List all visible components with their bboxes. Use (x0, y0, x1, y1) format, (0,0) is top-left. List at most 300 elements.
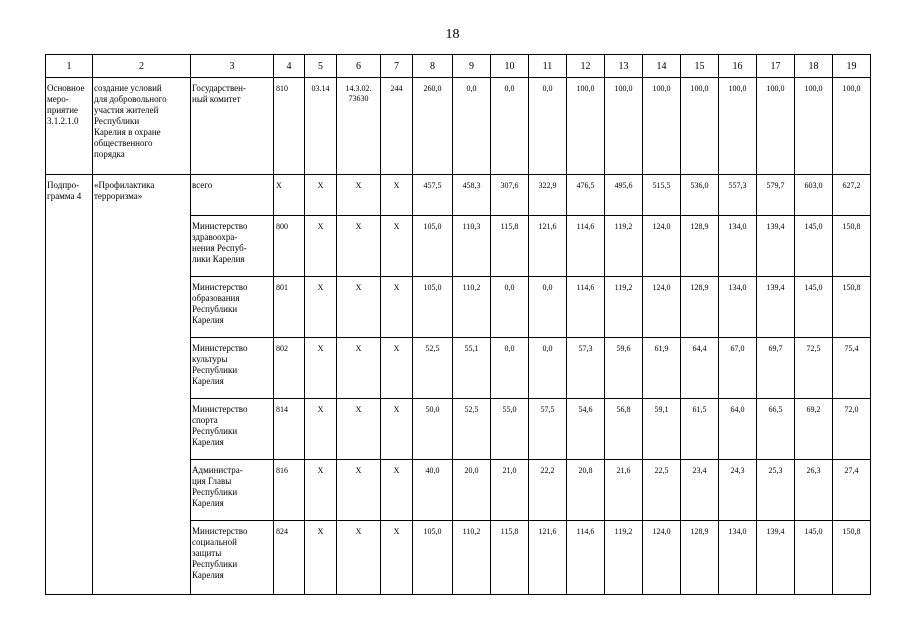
value-cell-text: 134,0 (728, 222, 747, 231)
executor-cell (191, 521, 274, 595)
code-cell (274, 338, 305, 399)
code-cell (274, 277, 305, 338)
value-cell-text: 69,2 (806, 405, 821, 414)
value-cell (529, 175, 567, 216)
value-cell (453, 399, 491, 460)
value-cell (795, 338, 833, 399)
value-cell (757, 175, 795, 216)
value-cell (605, 521, 643, 595)
section-cell-text: Х (317, 405, 324, 414)
section-cell (305, 399, 337, 460)
value-cell (681, 399, 719, 460)
value-cell-text: 56,8 (616, 405, 631, 414)
value-cell-text: 105,0 (423, 222, 442, 231)
code-cell-text: 824 (276, 527, 288, 536)
value-cell-text: 40,0 (425, 466, 440, 475)
value-cell (567, 277, 605, 338)
value-cell-text: 110,2 (462, 527, 481, 536)
expense-type-cell (381, 338, 413, 399)
section-cell (305, 338, 337, 399)
value-cell-text: 26,3 (806, 466, 821, 475)
code-cell-text: 810 (276, 84, 288, 93)
value-cell (681, 78, 719, 175)
value-cell (567, 78, 605, 175)
executor-cell (191, 175, 274, 216)
value-cell (757, 277, 795, 338)
value-cell-text: 114,6 (576, 222, 595, 231)
expense-type-cell-text: Х (393, 405, 400, 414)
value-cell-text: 307,6 (500, 181, 519, 190)
value-cell (413, 338, 453, 399)
target-article-cell (337, 460, 381, 521)
executor-cell-text: Министерство образования Республики Карелия (192, 282, 248, 325)
value-cell (719, 399, 757, 460)
value-cell-text: 64,4 (692, 344, 707, 353)
value-cell-text: 0,0 (542, 84, 553, 93)
value-cell (719, 175, 757, 216)
value-cell-text: 119,2 (614, 283, 633, 292)
value-cell-text: 66,5 (768, 405, 783, 414)
value-cell (605, 78, 643, 175)
value-cell (833, 521, 871, 595)
value-cell-text: 145,0 (804, 283, 823, 292)
value-cell (491, 277, 529, 338)
value-cell-text: 55,1 (464, 344, 479, 353)
section-cell (305, 277, 337, 338)
target-article-cell (337, 338, 381, 399)
value-cell-text: 115,8 (500, 527, 519, 536)
value-cell (605, 175, 643, 216)
value-cell (567, 338, 605, 399)
header-cell: 2 (93, 55, 191, 78)
section-cell-text: Х (317, 344, 324, 353)
value-cell-text: 100,0 (614, 84, 633, 93)
value-cell-text: 145,0 (804, 222, 823, 231)
table-row (46, 175, 871, 216)
value-cell-text: 121,6 (538, 527, 557, 536)
target-article-cell-text: Х (355, 222, 362, 231)
page-number: 18 (445, 27, 460, 42)
value-cell (681, 521, 719, 595)
value-cell (605, 277, 643, 338)
value-cell (567, 460, 605, 521)
section-cell-text: 03.14 (311, 84, 330, 93)
section-cell (305, 216, 337, 277)
target-article-cell (337, 277, 381, 338)
value-cell (567, 399, 605, 460)
value-cell-text: 75,4 (844, 344, 859, 353)
value-cell (453, 277, 491, 338)
value-cell (795, 460, 833, 521)
value-cell-text: 61,9 (654, 344, 669, 353)
value-cell (643, 175, 681, 216)
value-cell-text: 114,6 (576, 527, 595, 536)
value-cell (605, 399, 643, 460)
value-cell-text: 0,0 (466, 84, 477, 93)
value-cell (413, 216, 453, 277)
header-cell: 7 (381, 55, 413, 78)
value-cell-text: 54,6 (578, 405, 593, 414)
value-cell (757, 521, 795, 595)
value-cell (453, 216, 491, 277)
header-cell: 8 (413, 55, 453, 78)
code-cell (274, 78, 305, 175)
value-cell (413, 78, 453, 175)
value-cell (719, 216, 757, 277)
value-cell (833, 175, 871, 216)
header-cell: 13 (605, 55, 643, 78)
value-cell-text: 21,6 (616, 466, 631, 475)
value-cell (643, 216, 681, 277)
value-cell-text: 119,2 (614, 527, 633, 536)
value-cell (453, 521, 491, 595)
value-cell-text: 121,6 (538, 222, 557, 231)
value-cell-text: 64,0 (730, 405, 745, 414)
executor-cell (191, 277, 274, 338)
value-cell (491, 78, 529, 175)
value-cell (795, 277, 833, 338)
header-row (46, 55, 871, 78)
value-cell (491, 460, 529, 521)
value-cell-text: 100,0 (842, 84, 861, 93)
value-cell-text: 20,8 (578, 466, 593, 475)
expense-type-cell (381, 216, 413, 277)
header-cell: 14 (643, 55, 681, 78)
value-cell-text: 128,9 (690, 283, 709, 292)
expense-type-cell (381, 78, 413, 175)
value-cell (795, 399, 833, 460)
value-cell-text: 24,3 (730, 466, 745, 475)
section-cell (305, 521, 337, 595)
value-cell (795, 78, 833, 175)
table-row (46, 78, 871, 175)
header-cell: 15 (681, 55, 719, 78)
value-cell-text: 23,4 (692, 466, 707, 475)
section-cell-text: Х (317, 181, 324, 190)
header-cell: 17 (757, 55, 795, 78)
value-cell-text: 55,0 (502, 405, 517, 414)
value-cell-text: 100,0 (690, 84, 709, 93)
value-cell-text: 603,0 (804, 181, 823, 190)
value-cell-text: 69,7 (768, 344, 783, 353)
value-cell (491, 175, 529, 216)
expense-type-cell (381, 460, 413, 521)
value-cell (605, 216, 643, 277)
value-cell-text: 0,0 (542, 344, 553, 353)
subprogram-name-cell (93, 175, 191, 595)
executor-cell (191, 78, 274, 175)
value-cell (719, 78, 757, 175)
value-cell (567, 216, 605, 277)
value-cell (413, 175, 453, 216)
expense-type-cell (381, 399, 413, 460)
value-cell-text: 72,0 (844, 405, 859, 414)
value-cell-text: 52,5 (425, 344, 440, 353)
value-cell (413, 399, 453, 460)
header-cell: 4 (274, 55, 305, 78)
value-cell-text: 322,9 (538, 181, 557, 190)
value-cell-text: 139,4 (766, 222, 785, 231)
value-cell-text: 536,0 (690, 181, 709, 190)
executor-cell-text: Министерство культуры Республики Карелия (192, 343, 248, 386)
value-cell (567, 175, 605, 216)
value-cell-text: 52,5 (464, 405, 479, 414)
value-cell (795, 216, 833, 277)
value-cell-text: 110,3 (462, 222, 481, 231)
header-cell: 9 (453, 55, 491, 78)
value-cell (719, 460, 757, 521)
value-cell-text: 0,0 (504, 283, 515, 292)
target-article-cell (337, 78, 381, 175)
expense-type-cell-text: Х (393, 181, 400, 190)
executor-cell-text: Министерство спорта Республики Карелия (192, 404, 248, 447)
value-cell-text: 0,0 (504, 84, 515, 93)
value-cell-text: 128,9 (690, 222, 709, 231)
value-cell-text: 150,8 (842, 283, 861, 292)
value-cell-text: 25,3 (768, 466, 783, 475)
value-cell-text: 260,0 (423, 84, 442, 93)
value-cell (681, 460, 719, 521)
value-cell-text: 124,0 (652, 283, 671, 292)
value-cell (491, 216, 529, 277)
expense-type-cell-text: Х (393, 344, 400, 353)
executor-cell-text: всего (192, 180, 213, 190)
target-article-cell (337, 175, 381, 216)
value-cell-text: 119,2 (614, 222, 633, 231)
value-cell (413, 277, 453, 338)
value-cell-text: 105,0 (423, 283, 442, 292)
subprogram-cell (46, 175, 93, 595)
value-cell (529, 521, 567, 595)
value-cell-text: 139,4 (766, 527, 785, 536)
value-cell-text: 57,5 (540, 405, 555, 414)
value-cell-text: 557,3 (728, 181, 747, 190)
value-cell (681, 338, 719, 399)
value-cell-text: 57,3 (578, 344, 593, 353)
value-cell (833, 277, 871, 338)
value-cell-text: 27,4 (844, 466, 859, 475)
value-cell (491, 521, 529, 595)
value-cell-text: 150,8 (842, 222, 861, 231)
activity-cell (46, 78, 93, 175)
value-cell (605, 460, 643, 521)
header-cell: 1 (46, 55, 93, 78)
executor-cell (191, 399, 274, 460)
value-cell (605, 338, 643, 399)
value-cell (529, 338, 567, 399)
value-cell (453, 175, 491, 216)
value-cell-text: 0,0 (542, 283, 553, 292)
target-article-cell-text: 14.3.02. 73630 (345, 84, 372, 103)
header-cell: 10 (491, 55, 529, 78)
value-cell (529, 277, 567, 338)
section-cell-text: Х (317, 527, 324, 536)
value-cell (453, 78, 491, 175)
value-cell-text: 100,0 (652, 84, 671, 93)
value-cell-text: 22,5 (654, 466, 669, 475)
executor-cell (191, 216, 274, 277)
value-cell (833, 78, 871, 175)
value-cell-text: 21,0 (502, 466, 517, 475)
subprogram-name-cell-text: «Профилактика терроризма» (94, 180, 155, 201)
section-cell-text: Х (317, 466, 324, 475)
value-cell-text: 495,6 (614, 181, 633, 190)
value-cell-text: 115,8 (500, 222, 519, 231)
value-cell-text: 59,6 (616, 344, 631, 353)
value-cell (643, 338, 681, 399)
value-cell (833, 216, 871, 277)
value-cell (833, 460, 871, 521)
value-cell-text: 627,2 (842, 181, 861, 190)
expense-type-cell (381, 175, 413, 216)
value-cell (453, 460, 491, 521)
value-cell (491, 338, 529, 399)
code-cell (274, 460, 305, 521)
value-cell (643, 521, 681, 595)
value-cell-text: 50,0 (425, 405, 440, 414)
code-cell-text: Х (276, 181, 282, 190)
header-cell: 5 (305, 55, 337, 78)
value-cell (681, 175, 719, 216)
value-cell (833, 399, 871, 460)
expense-type-cell-text: Х (393, 527, 400, 536)
executor-cell-text: Администра- ция Главы Республики Карелия (192, 465, 243, 508)
executor-cell-text: Министерство социальной защиты Республики Карелия (192, 526, 248, 580)
value-cell-text: 100,0 (766, 84, 785, 93)
value-cell-text: 458,3 (462, 181, 481, 190)
value-cell-text: 128,9 (690, 527, 709, 536)
value-cell-text: 145,0 (804, 527, 823, 536)
value-cell-text: 100,0 (728, 84, 747, 93)
target-article-cell (337, 216, 381, 277)
section-cell (305, 460, 337, 521)
section-cell-text: Х (317, 283, 324, 292)
header-cell: 12 (567, 55, 605, 78)
code-cell (274, 216, 305, 277)
value-cell (529, 460, 567, 521)
target-article-cell-text: Х (355, 181, 362, 190)
value-cell-text: 0,0 (504, 344, 515, 353)
header-cell: 6 (337, 55, 381, 78)
value-cell (643, 399, 681, 460)
code-cell-text: 801 (276, 283, 288, 292)
value-cell (643, 460, 681, 521)
expense-type-cell (381, 277, 413, 338)
value-cell (757, 460, 795, 521)
executor-cell (191, 338, 274, 399)
value-cell (833, 338, 871, 399)
value-cell-text: 457,5 (423, 181, 442, 190)
expense-type-cell (381, 521, 413, 595)
value-cell-text: 100,0 (804, 84, 823, 93)
code-cell-text: 816 (276, 466, 288, 475)
value-cell-text: 22,2 (540, 466, 555, 475)
expense-type-cell-text: 244 (390, 84, 403, 93)
value-cell (757, 399, 795, 460)
value-cell-text: 59,1 (654, 405, 669, 414)
header-cell: 3 (191, 55, 274, 78)
value-cell-text: 134,0 (728, 283, 747, 292)
budget-table (45, 54, 871, 595)
value-cell (757, 78, 795, 175)
value-cell (453, 338, 491, 399)
value-cell (681, 277, 719, 338)
value-cell (567, 521, 605, 595)
value-cell-text: 150,8 (842, 527, 861, 536)
value-cell (491, 399, 529, 460)
code-cell-text: 814 (276, 405, 288, 414)
value-cell (719, 277, 757, 338)
code-cell-text: 800 (276, 222, 288, 231)
value-cell-text: 124,0 (652, 222, 671, 231)
header-cell: 18 (795, 55, 833, 78)
target-article-cell-text: Х (355, 344, 362, 353)
section-cell (305, 175, 337, 216)
value-cell (681, 216, 719, 277)
code-cell-text: 802 (276, 344, 288, 353)
value-cell (719, 521, 757, 595)
value-cell (719, 338, 757, 399)
value-cell-text: 515,5 (652, 181, 671, 190)
executor-cell (191, 460, 274, 521)
value-cell-text: 20,0 (464, 466, 479, 475)
value-cell (529, 78, 567, 175)
target-article-cell (337, 399, 381, 460)
value-cell (413, 460, 453, 521)
code-cell (274, 175, 305, 216)
executor-cell-text: Министерство здравоохра- нения Респуб- лики Карелия (192, 221, 248, 264)
expense-type-cell-text: Х (393, 222, 400, 231)
value-cell-text: 100,0 (576, 84, 595, 93)
section-cell-text: Х (317, 222, 324, 231)
value-cell-text: 61,5 (692, 405, 707, 414)
description-cell (93, 78, 191, 175)
value-cell-text: 72,5 (806, 344, 821, 353)
value-cell (529, 216, 567, 277)
target-article-cell (337, 521, 381, 595)
value-cell-text: 134,0 (728, 527, 747, 536)
expense-type-cell-text: Х (393, 466, 400, 475)
value-cell (643, 277, 681, 338)
header-cell: 11 (529, 55, 567, 78)
value-cell-text: 105,0 (423, 527, 442, 536)
value-cell (795, 175, 833, 216)
value-cell (757, 216, 795, 277)
value-cell-text: 124,0 (652, 527, 671, 536)
subprogram-cell-text: Подпро- грамма 4 (47, 180, 82, 201)
value-cell-text: 139,4 (766, 283, 785, 292)
code-cell (274, 521, 305, 595)
activity-cell-text: Основное меро- приятие 3.1.2.1.0 (47, 83, 85, 126)
value-cell (643, 78, 681, 175)
value-cell (413, 521, 453, 595)
target-article-cell-text: Х (355, 405, 362, 414)
value-cell-text: 476,5 (576, 181, 595, 190)
code-cell (274, 399, 305, 460)
value-cell (757, 338, 795, 399)
expense-type-cell-text: Х (393, 283, 400, 292)
section-cell (305, 78, 337, 175)
target-article-cell-text: Х (355, 283, 362, 292)
value-cell-text: 67,0 (730, 344, 745, 353)
value-cell-text: 114,6 (576, 283, 595, 292)
executor-cell-text: Государствен- ный комитет (192, 83, 246, 104)
value-cell (795, 521, 833, 595)
value-cell-text: 579,7 (766, 181, 785, 190)
value-cell-text: 110,2 (462, 283, 481, 292)
header-cell: 16 (719, 55, 757, 78)
header-cell: 19 (833, 55, 871, 78)
